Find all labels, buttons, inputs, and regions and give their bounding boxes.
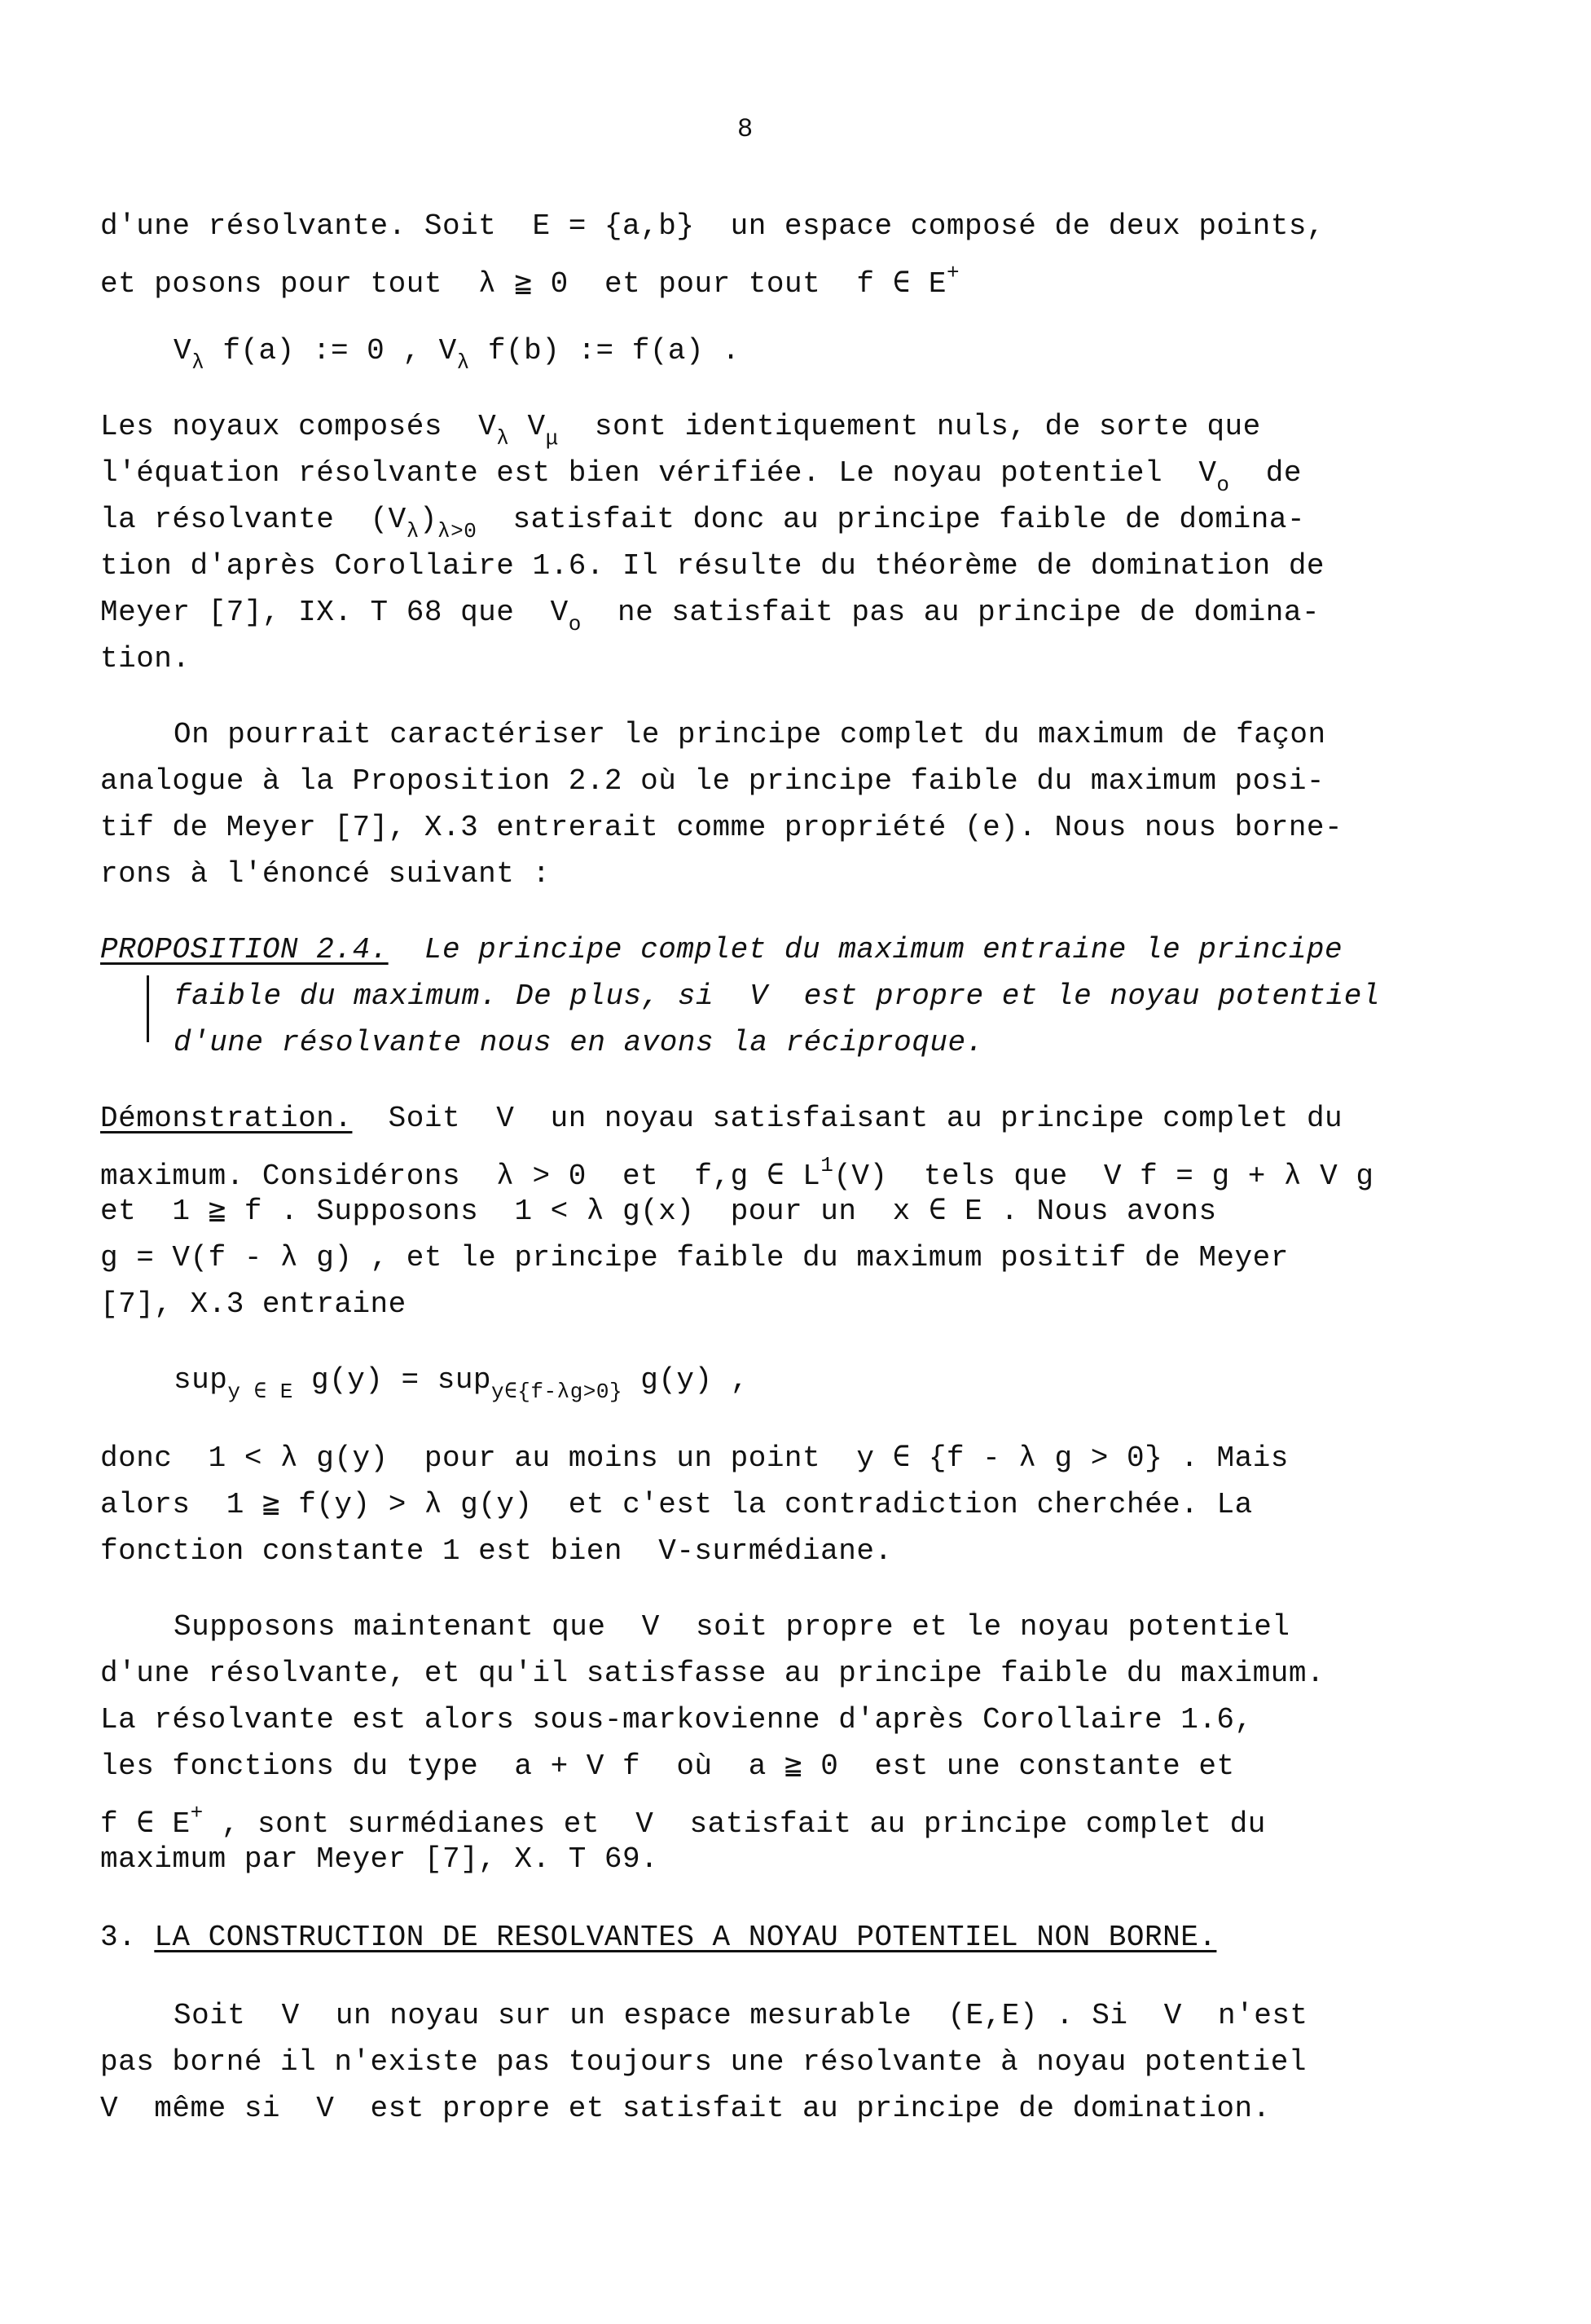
para2-line2: l'équation résolvante est bien vérifiée. Le noyau potentiel $V_o$ de	[100, 456, 1302, 497]
margin-bar	[147, 975, 149, 1042]
demo-line1: Démonstration. Soit V un noyau satisfaisant au principe complet du	[100, 1102, 1343, 1135]
demo-line7: alors 1 ≧ f(y) > λ g(y) et c'est la contradiction cherchée. La	[100, 1488, 1253, 1521]
para3-line2: analogue à la Proposition 2.2 où le principe faible du maximum posi-	[100, 764, 1325, 798]
para3-line3: tif de Meyer [7], X.3 entrerait comme propriété (e). Nous nous borne-	[100, 811, 1343, 844]
demo-line8: fonction constante 1 est bien V-surmédiane.	[100, 1534, 893, 1568]
para2-line4: tion d'après Corollaire 1.6. Il résulte du théorème de domination de	[100, 549, 1325, 583]
section-heading	[100, 1921, 1216, 1955]
para5-line3: V même si V est propre et satisfait au principe de domination.	[100, 2092, 1271, 2125]
demo-line2: maximum. Considérons λ > 0 et f,g ∈ $L^1(V)$ tels que V f = g + λ V g	[100, 1153, 1374, 1193]
display-formula-2: sup$_{y \in E}$ g(y) = sup$_{y\in\{f-\lambda g>0\}}$ g(y) ,	[174, 1363, 749, 1404]
display-formula-1: $V_\lambda$ f(a) := 0 , $V_\lambda$ f(b) := f(a) .	[174, 334, 741, 375]
para4-line4: les fonctions du type a + V f où a ≧ 0 est une constante et	[100, 1750, 1235, 1783]
demo-line3: et 1 ≧ f . Supposons 1 < λ g(x) pour un x ∈ E . Nous avons	[100, 1195, 1217, 1228]
para4-line2: d'une résolvante, et qu'il satisfasse au principe faible du maximum.	[100, 1657, 1325, 1690]
demo-line5: [7], X.3 entraine	[100, 1287, 407, 1321]
para4-line1: Supposons maintenant que V soit propre et le noyau potentiel	[174, 1610, 1290, 1644]
proposition-line1: PROPOSITION 2.4. Le principe complet du maximum entraine le principe	[100, 933, 1343, 966]
proposition-line3: d'une résolvante nous en avons la réciproque.	[174, 1026, 984, 1059]
para3-line1: On pourrait caractériser le principe complet du maximum de façon	[174, 718, 1326, 751]
proposition-label: PROPOSITION 2.4.	[100, 933, 389, 966]
para2-line6: tion.	[100, 642, 191, 676]
para1-line2: et posons pour tout λ ≧ 0 et pour tout f ∈ E+	[100, 261, 960, 301]
section-number: 3.	[100, 1921, 155, 1954]
para4-line3: La résolvante est alors sous-markovienne d'après Corollaire 1.6,	[100, 1703, 1253, 1736]
demo-line4: g = V(f - λ g) , et le principe faible du maximum positif de Meyer	[100, 1241, 1289, 1274]
para5-line2: pas borné il n'existe pas toujours une résolvante à noyau potentiel	[100, 2045, 1307, 2079]
para3-line4: rons à l'énoncé suivant :	[100, 857, 551, 891]
para2-line3: la résolvante $(V_\lambda)_{\lambda>0}$ satisfait donc au principe faible de domina-	[100, 503, 1306, 544]
para1-line1: d'une résolvante. Soit E = {a,b} un espace composé de deux points,	[100, 209, 1325, 243]
proposition-line2: faible du maximum. De plus, si V est propre et le noyau potentiel	[174, 979, 1380, 1013]
demo-label: Démonstration.	[100, 1102, 353, 1135]
para4-line5: f ∈ E+ , sont surmédianes et V satisfait au principe complet du	[100, 1801, 1266, 1841]
demo-line6: donc 1 < λ g(y) pour au moins un point y ∈ {f - λ g > 0} . Mais	[100, 1441, 1289, 1475]
para2-line1: Les noyaux composés $V_\lambda$ $V_\mu$ sont identiquement nuls, de sorte que	[100, 410, 1261, 451]
para5-line1: Soit V un noyau sur un espace mesurable (E,E) . Si V n'est	[174, 1999, 1308, 2032]
page-number: 8	[737, 114, 754, 144]
para4-line6: maximum par Meyer [7], X. T 69.	[100, 1842, 659, 1876]
para2-line5: Meyer [7], IX. T 68 que $V_o$ ne satisfait pas au principe de domina-	[100, 596, 1321, 636]
section-title: LA CONSTRUCTION DE RESOLVANTES A NOYAU POTENTIEL NON BORNE.	[154, 1921, 1217, 1954]
